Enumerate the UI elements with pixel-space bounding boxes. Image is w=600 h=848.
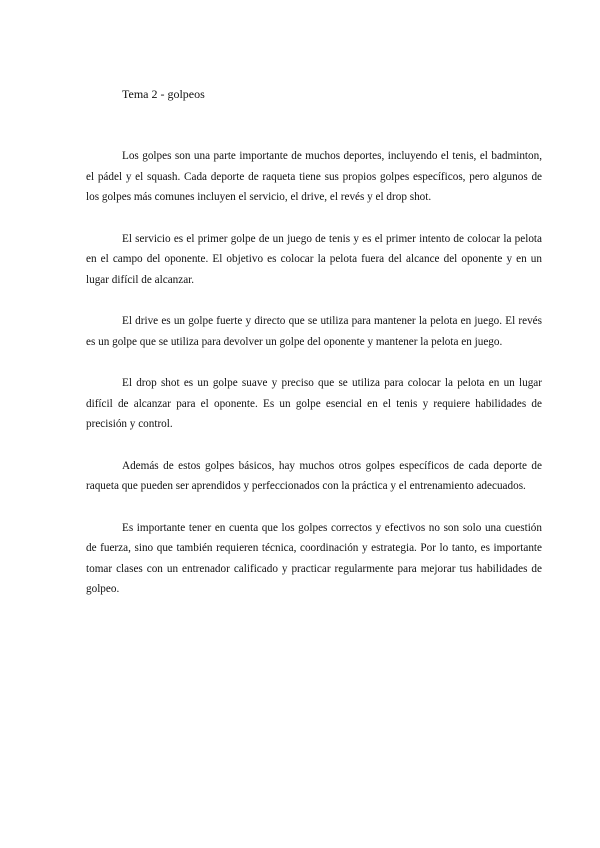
paragraph-servicio: El servicio es el primer golpe de un juego de tenis y es el primer intento de colocar la pelota en el campo del oponente. El objetivo es colocar la pelota fuera del alcance del oponente y en un lugar difícil de alcanzar. xyxy=(86,232,542,286)
paragraph-conclusion: Es importante tener en cuenta que los golpes correctos y efectivos no son solo una cuestión de fuerza, sino que también requieren técnica, coordinación y estrategia. Por lo tanto, es importante tomar clases con un entrenador calificado y practicar regularmente para mejorar tus habilidades de golpeo. xyxy=(86,521,542,595)
document-body xyxy=(86,146,542,621)
paragraph-drive-reves: El drive es un golpe fuerte y directo que se utiliza para mantener la pelota en juego. El revés es un golpe que se utiliza para devolver un golpe del oponente y mantener la pelota en juego. xyxy=(86,315,542,348)
paragraph-otros-golpes: Además de estos golpes básicos, hay muchos otros golpes específicos de cada deporte de raqueta que pueden ser aprendidos y perfeccionados con la práctica y el entrenamiento adecuados. xyxy=(86,459,542,492)
paragraph-drop-shot: El drop shot es un golpe suave y preciso que se utiliza para colocar la pelota en un lugar difícil de alcanzar para el oponente. Es un golpe esencial en el tenis y requiere habilidades de precisión y control. xyxy=(86,377,542,430)
paragraph-intro: Los golpes son una parte importante de muchos deportes, incluyendo el tenis, el badminton, el pádel y el squash. Cada deporte de raqueta tiene sus propios golpes específicos, pero algunos de los golpes más comunes incluyen el servicio, el drive, el revés y el drop shot. xyxy=(86,150,542,203)
document-title: Tema 2 - golpeos xyxy=(122,87,205,101)
